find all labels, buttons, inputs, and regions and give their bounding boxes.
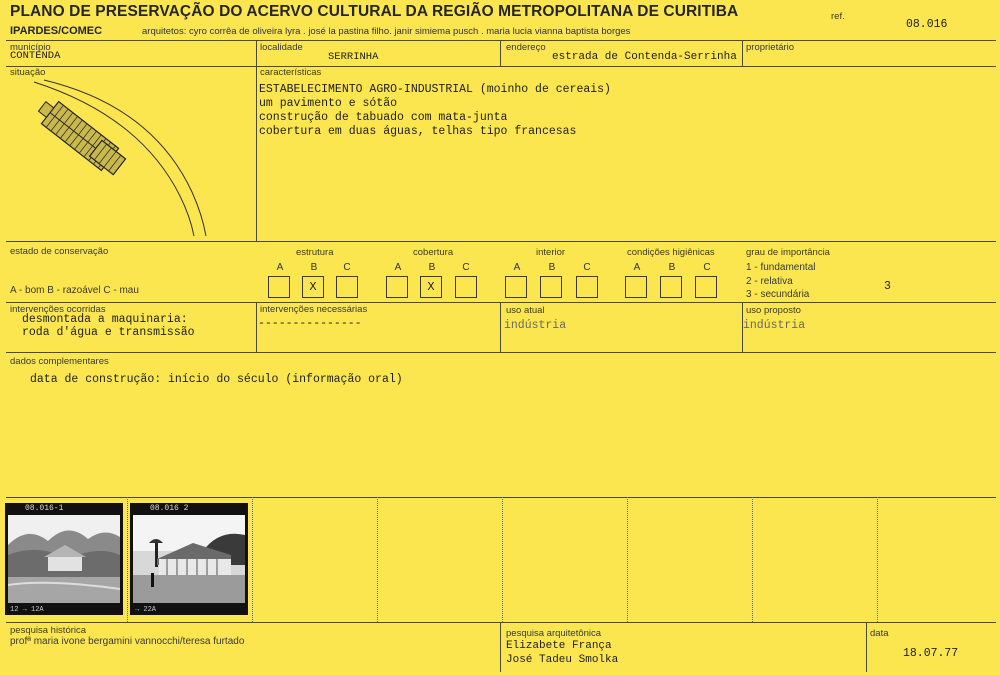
uso-proposto-label: uso proposto (746, 305, 801, 316)
localidade-value: SERRINHA (328, 51, 379, 63)
endereco-value: estrada de Contenda-Serrinha (552, 51, 737, 63)
estrutura-checkbox-b[interactable]: X (302, 276, 324, 298)
situacao-label: situação (10, 67, 46, 78)
intervencoes-necessarias-label: intervenções necessárias (260, 304, 368, 315)
architects-line: arquitetos: cyro corrêa de oliveira lyra . josé la pastina filho. janir simiema pusch . maria lucia vianna baptista borges (142, 26, 631, 37)
pesquisa-historica-label: pesquisa histórica (10, 625, 87, 636)
intervencoes-ocorridas-line: desmontada a maquinaria: (22, 313, 188, 326)
estrutura-checkbox-c[interactable] (336, 276, 358, 298)
importancia-option-2: 2 - relativa (746, 276, 793, 287)
ref-label: ref. (831, 11, 845, 22)
municipio-value: CONTENDA (10, 50, 61, 62)
location-divider-3 (742, 40, 743, 67)
condicoes-checkbox-c[interactable] (695, 276, 717, 298)
estrutura-letter-b: B (310, 262, 318, 273)
estrutura-label: estrutura (296, 247, 334, 258)
interior-checkbox-a[interactable] (505, 276, 527, 298)
importancia-option-1: 1 - fundamental (746, 262, 816, 273)
cobertura-letter-c: C (462, 262, 470, 273)
interior-checkbox-b[interactable] (540, 276, 562, 298)
dados-label: dados complementares (10, 356, 109, 367)
pesquisa-arquitetonica-line: José Tadeu Smolka (506, 654, 619, 666)
photo-slot-divider (752, 497, 753, 622)
estrutura-letter-c: C (343, 262, 351, 273)
footer-col-divider-1 (500, 622, 501, 672)
importancia-value: 3 (884, 280, 891, 293)
caracteristicas-line: cobertura em duas águas, telhas tipo francesas (259, 125, 577, 138)
footer-col-divider-2 (866, 622, 867, 672)
location-row-divider (6, 66, 996, 67)
condicoes-label: condições higiênicas (627, 247, 715, 258)
pesquisa-arquitetonica-line: Elizabete França (506, 640, 612, 652)
cobertura-checkbox-c[interactable] (455, 276, 477, 298)
interior-letter-a: A (513, 262, 521, 273)
photo-strip-top (6, 497, 996, 498)
data-label: data (870, 628, 889, 639)
condicoes-checkbox-b[interactable] (660, 276, 682, 298)
footer-divider (6, 622, 996, 623)
photo-2-image (133, 515, 245, 603)
importancia-label: grau de importância (746, 247, 830, 258)
photo-slot-divider (877, 497, 878, 622)
location-divider-1 (256, 40, 257, 67)
intervencoes-divider (6, 302, 996, 303)
uso-atual-label: uso atual (506, 305, 545, 316)
organization-name: IPARDES/COMEC (10, 25, 103, 37)
caracteristicas-line: ESTABELECIMENTO AGRO-INDUSTRIAL (moinho de cereais) (259, 83, 611, 96)
photo-1-number: 08.016-1 (25, 504, 64, 513)
photo-1-image (8, 515, 120, 603)
header-divider (6, 40, 996, 41)
page-title: PLANO DE PRESERVAÇÃO DO ACERVO CULTURAL DA REGIÃO METROPOLITANA DE CURITIBA (10, 3, 739, 20)
condicoes-letter-c: C (703, 262, 711, 273)
conservacao-legend: A - bom B - razoável C - mau (10, 285, 139, 296)
cobertura-checkbox-a[interactable] (386, 276, 408, 298)
dados-text: data de construção: início do século (informação oral) (30, 373, 403, 386)
interior-label: interior (536, 247, 566, 258)
uso-proposto-value: indústria (743, 319, 806, 332)
caracteristicas-line: construção de tabuado com mata-junta (259, 111, 508, 124)
localidade-label: localidade (260, 42, 303, 53)
pesquisa-historica-value: profª maria ivone bergamini vannocchi/teresa furtado (10, 636, 245, 647)
cobertura-checkbox-b[interactable]: X (420, 276, 442, 298)
site-sketch (20, 76, 220, 240)
intervencoes-necessarias-value: --------------- (258, 317, 362, 330)
intervencoes-ocorridas-line: roda d'água e transmissão (22, 326, 195, 339)
cobertura-letter-b: B (428, 262, 436, 273)
photo-2-number: 08.016 2 (150, 504, 189, 513)
condicoes-checkbox-a[interactable] (625, 276, 647, 298)
photo-slot-divider (377, 497, 378, 622)
conservacao-label: estado de conservação (10, 246, 109, 257)
photo-1-frame: 12 → 12A (10, 606, 44, 614)
photo-2-frame: → 22A (135, 606, 157, 614)
photo-slot-divider (127, 497, 128, 622)
caracteristicas-line: um pavimento e sótão (259, 97, 398, 110)
photo-slot-divider (252, 497, 253, 622)
intervencoes-col-divider-1 (256, 302, 257, 352)
caracteristicas-label: características (260, 67, 322, 78)
intervencoes-ocorridas-label: intervenções ocorridas (10, 304, 106, 315)
uso-atual-value: indústria (504, 319, 567, 332)
dados-divider (6, 352, 996, 353)
photo-1[interactable] (5, 503, 123, 615)
intervencoes-col-divider-2 (500, 302, 501, 352)
situacao-divider (256, 66, 257, 241)
cobertura-letter-a: A (394, 262, 402, 273)
interior-letter-b: B (548, 262, 556, 273)
data-value: 18.07.77 (903, 647, 959, 660)
proprietario-label: proprietário (746, 42, 795, 53)
estrutura-letter-a: A (276, 262, 284, 273)
photo-2[interactable] (130, 503, 248, 615)
importancia-option-3: 3 - secundária (746, 289, 810, 300)
endereco-label: endereço (506, 42, 546, 53)
interior-checkbox-c[interactable] (576, 276, 598, 298)
interior-letter-c: C (583, 262, 591, 273)
municipio-label: município (10, 42, 51, 53)
photo-slot-divider (627, 497, 628, 622)
location-divider-2 (500, 40, 501, 67)
pesquisa-arquitetonica-label: pesquisa arquitetônica (506, 628, 602, 639)
cobertura-label: cobertura (413, 247, 454, 258)
estrutura-checkbox-a[interactable] (268, 276, 290, 298)
photo-slot-divider (502, 497, 503, 622)
conservacao-divider (6, 241, 996, 242)
condicoes-letter-b: B (668, 262, 676, 273)
condicoes-letter-a: A (633, 262, 641, 273)
ref-value: 08.016 (906, 18, 948, 31)
